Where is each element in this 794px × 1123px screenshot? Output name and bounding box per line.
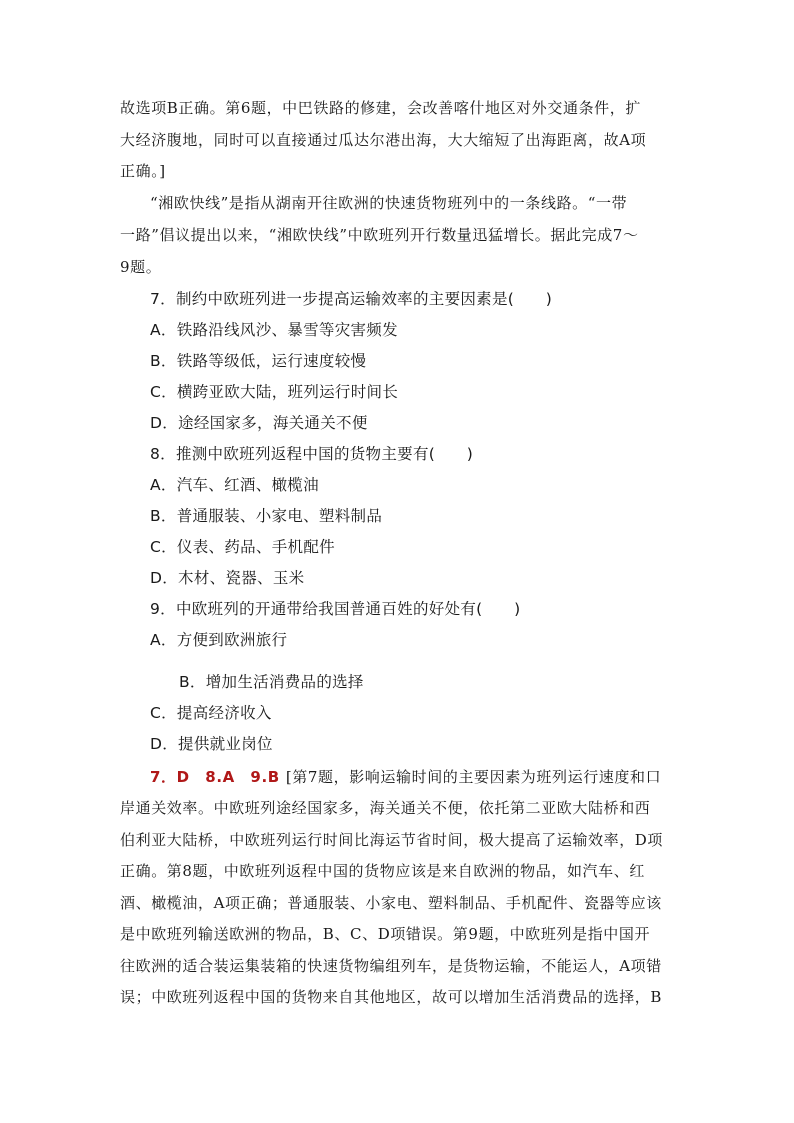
question-7-stem: 7．制约中欧班列进一步提高运输效率的主要因素是( ) [150, 290, 553, 308]
question-8-stem: 8．推测中欧班列返程中国的货物主要有( ) [150, 445, 474, 463]
answer-explanation-start: [第7题，影响运输时间的主要因素为班列运行速度和口 [285, 768, 662, 786]
question-8-option-d: D．木材、瓷器、玉米 [150, 569, 305, 587]
question-7-option-c: C．横跨亚欧大陆，班列运行时间长 [150, 383, 399, 401]
prev-explanation-line-1: 故选项B正确。第6题，中巴铁路的修建，会改善喀什地区对外交通条件，扩 [120, 99, 641, 117]
intro-line-3: 9题。 [120, 258, 162, 276]
answer-explanation-line-4: 正确。第8题，中欧班列返程中国的货物应该是来自欧洲的物品，如汽车、红 [120, 862, 645, 880]
intro-line-2: 一路”倡议提出以来，“湘欧快线”中欧班列开行数量迅猛增长。据此完成7～ [120, 226, 639, 244]
prev-explanation-line-3: 正确。] [120, 162, 166, 180]
answer-explanation-line-5: 酒、橄榄油，A项正确；普通服装、小家电、塑料制品、手机配件、瓷器等应该 [120, 894, 662, 912]
answer-explanation-line-6: 是中欧班列输送欧洲的物品，B、C、D项错误。第9题，中欧班列是指中国开 [120, 925, 651, 943]
answer-explanation-line-7: 往欧洲的适合装运集装箱的快速货物编组列车，是货物运输，不能运人，A项错 [120, 957, 662, 975]
question-9-option-c: C．提高经济收入 [150, 704, 272, 722]
answer-explanation-line-2: 岸通关效率。中欧班列途经国家多，海关通关不便，依托第二亚欧大陆桥和西 [120, 799, 651, 817]
question-9-option-d: D．提供就业岗位 [150, 735, 273, 753]
question-8-option-b: B．普通服装、小家电、塑料制品 [150, 507, 383, 525]
question-8-option-c: C．仪表、药品、手机配件 [150, 538, 335, 556]
question-9-option-b: B．增加生活消费品的选择 [179, 673, 364, 691]
question-8-option-a: A．汽车、红酒、橄榄油 [150, 476, 319, 494]
answer-key: 7．D 8.A 9.B [150, 768, 280, 786]
intro-line-1: “湘欧快线”是指从湖南开往欧洲的快速货物班列中的一条线路。“一带 [150, 194, 628, 212]
question-7-option-a: A．铁路沿线风沙、暴雪等灾害频发 [150, 321, 398, 339]
answer-explanation-line-3: 伯利亚大陆桥，中欧班列运行时间比海运节省时间，极大提高了运输效率，D项 [120, 831, 664, 849]
prev-explanation-line-2: 大经济腹地，同时可以直接通过瓜达尔港出海，大大缩短了出海距离，故A项 [120, 131, 647, 149]
answer-explanation-line-8: 误；中欧班列返程中国的货物来自其他地区，故可以增加生活消费品的选择，B [120, 988, 663, 1006]
question-7-option-b: B．铁路等级低，运行速度较慢 [150, 352, 367, 370]
question-7-option-d: D．途经国家多，海关通关不便 [150, 414, 368, 432]
question-9-option-a: A．方便到欧洲旅行 [150, 631, 288, 649]
question-9-stem: 9．中欧班列的开通带给我国普通百姓的好处有( ) [150, 600, 521, 618]
answer-first-line [150, 766, 661, 788]
